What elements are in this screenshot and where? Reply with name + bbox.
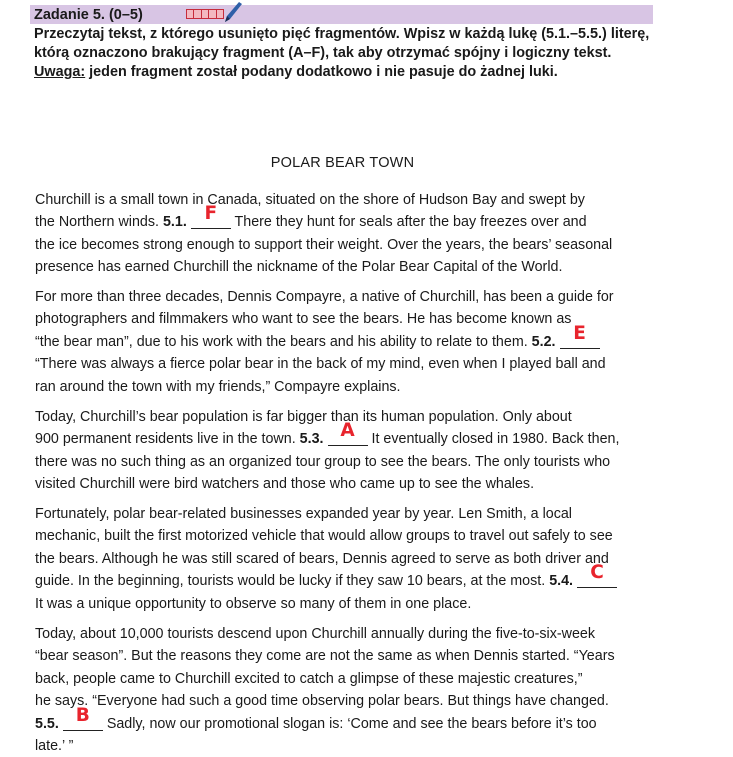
text-segment: It eventually closed in 1980. Back then, <box>367 431 620 448</box>
text-segment: Sadly, now our promotional slogan is: ‘Come and see the bears before it’s too <box>102 715 597 732</box>
text-line <box>35 203 612 233</box>
task-instruction <box>34 25 674 82</box>
gap-number: 5.4. <box>549 573 574 590</box>
handwritten-answer: C <box>590 562 604 584</box>
paragraph-4 <box>35 503 617 615</box>
text-line: It was a unique opportunity to observe so many of them in one place. <box>35 595 472 612</box>
gap-number: 5.5. <box>35 715 59 732</box>
text-segment: 900 permanent residents live in the town. <box>35 431 300 448</box>
handwritten-answer: A <box>340 420 355 442</box>
paragraph-1 <box>35 189 612 279</box>
handwritten-answer: E <box>573 322 586 344</box>
gap-number: 5.2. <box>531 333 556 350</box>
text-line: back, people came to Churchill excited to catch a glimpse of these majestic creatures,” <box>35 670 583 687</box>
note-label: Uwaga: <box>34 64 86 80</box>
text-line: Fortunately, polar bear-related businesses expanded year by year. Len Smith, a local <box>35 506 572 522</box>
text-line: “There was always a fierce polar bear in the back of my mind, even when I played ball and <box>35 356 606 373</box>
text-line <box>35 704 615 735</box>
text-line: presence has earned Churchill the nickname of the Polar Bear Capital of the World. <box>35 259 563 276</box>
text-line: there was no such thing as an organized tour group to see the bears. The only tourists who <box>35 453 611 470</box>
text-line: the ice becomes strong enough to support their weight. Over the years, the bears’ seasonal <box>35 236 613 253</box>
gap-number: 5.1. <box>162 214 187 231</box>
text-line <box>35 322 614 353</box>
paragraph-2 <box>35 286 614 398</box>
text-segment: the Northern winds. <box>35 214 163 231</box>
answer-blank[interactable] <box>560 322 600 349</box>
handwritten-answer: F <box>204 203 218 225</box>
text-segment: “the bear man”, due to his work with the bears and his ability to relate to them. <box>35 333 532 350</box>
text-line: Today, about 10,000 tourists descend upon Churchill annually during the five-to-six-week <box>35 626 596 642</box>
text-line: “bear season”. But the reasons they come are not the same as when Dennis started. “Years <box>35 648 615 665</box>
answer-blank[interactable] <box>191 203 231 229</box>
text-line: Today, Churchill’s bear population is far bigger than its human population. Only about <box>35 409 572 425</box>
text-line: late.’ ” <box>35 738 74 755</box>
pen-icon <box>221 0 243 24</box>
gap-number: 5.3. <box>299 431 324 448</box>
text-line: photographers and filmmakers who want to see the bears. He has become known as <box>35 311 572 328</box>
answer-blank[interactable] <box>63 704 103 731</box>
text-line <box>35 562 617 592</box>
paragraph-5 <box>35 623 615 757</box>
note-text: jeden fragment został podany dodatkowo i nie pasuje do żadnej luki. <box>85 64 558 80</box>
text-line <box>35 420 620 450</box>
paragraph-3 <box>35 406 619 496</box>
instruction-note <box>34 63 674 82</box>
text-line: For more than three decades, Dennis Compayre, a native of Churchill, has been a guide for <box>35 289 614 305</box>
instruction-text: Przeczytaj tekst, z którego usunięto pięć fragmentów. Wpisz w każdą lukę (5.1.–5.5.) literę, którą oznaczono brakujący fragment (A–F), tak aby otrzymać spójny i logiczny tekst. <box>34 26 650 61</box>
text-line: Churchill is a small town in Canada, situated on the shore of Hudson Bay and swept by <box>35 192 585 208</box>
answer-blank[interactable] <box>577 562 617 588</box>
article-title: POLAR BEAR TOWN <box>270 155 415 171</box>
text-line: mechanic, built the first motorized vehicle that would allow groups to travel out safely to see <box>35 528 613 545</box>
text-line: he says. “Everyone had such a good time observing polar bears. But things have changed. <box>35 693 609 710</box>
answer-blank[interactable] <box>328 420 368 446</box>
text-line: visited Churchill were bird watchers and those who came up to see the whales. <box>35 476 535 493</box>
text-segment: guide. In the beginning, tourists would be lucky if they saw 10 bears, at the most. <box>35 573 550 590</box>
text-line: ran around the town with my friends,” Compayre explains. <box>35 378 401 395</box>
handwritten-answer: B <box>75 704 90 726</box>
text-line: the bears. Although he was still scared of bears, Dennis agreed to serve as both driver and <box>35 550 609 567</box>
text-segment: There they hunt for seals after the bay freezes over and <box>230 214 587 231</box>
score-boxes <box>186 9 224 19</box>
task-title: Zadanie 5. (0–5) <box>34 7 143 23</box>
